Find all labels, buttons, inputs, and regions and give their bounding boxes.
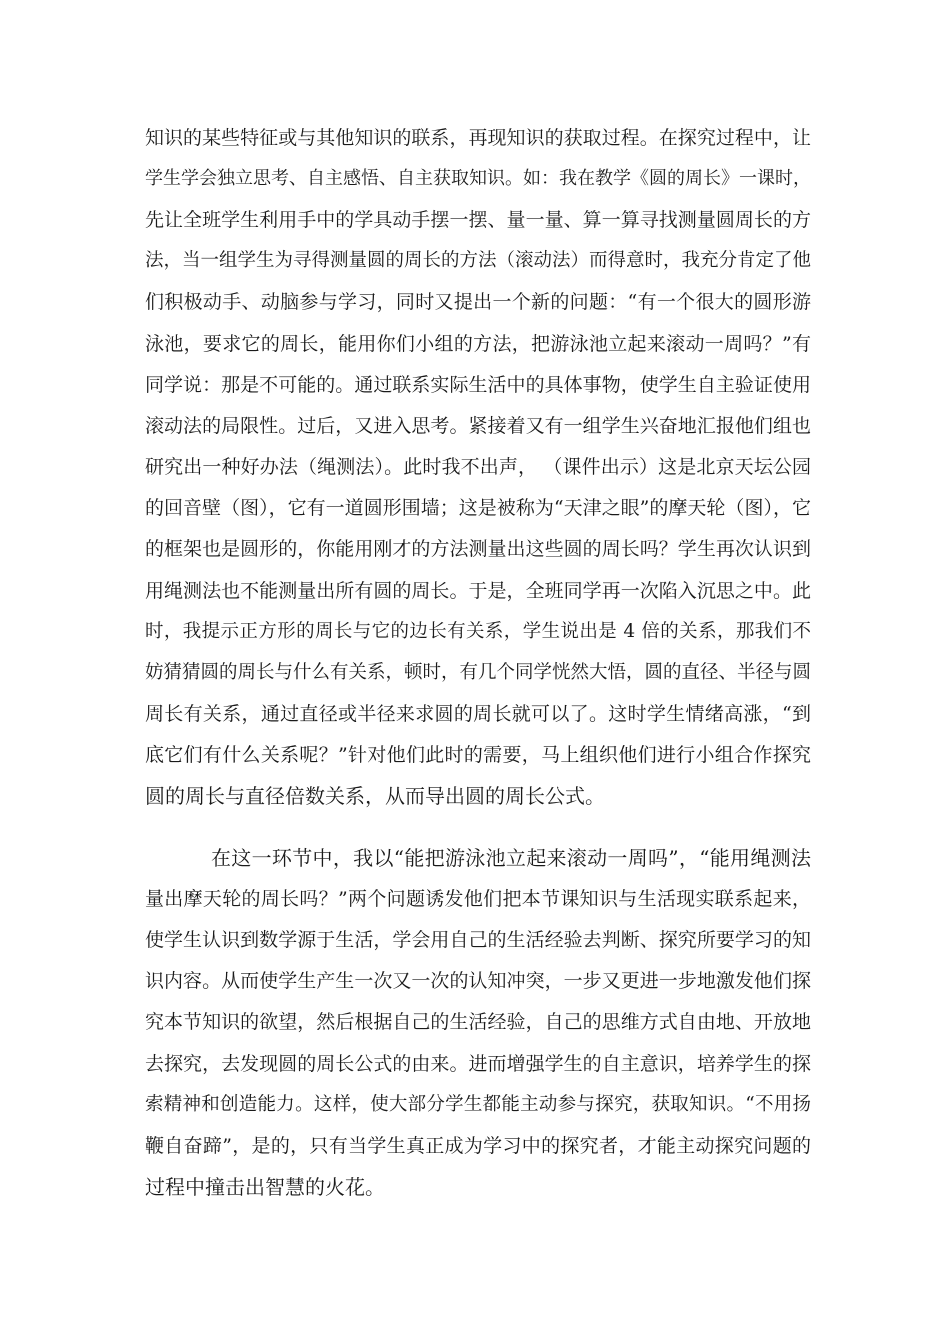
text-line: 过程中撞击出智慧的火花。 <box>145 1175 385 1199</box>
text-line: 研究出一种好办法（绳测法）。此时我不出声， （课件出示）这是北京天坛公园 <box>145 456 811 478</box>
text-line: 时，我提示正方形的周长与它的边长有关系，学生说出是 4 倍的关系，那我们不 <box>145 621 811 642</box>
text-line: 索精神和创造能力。这样，使大部分学生都能主动参与探究，获取知识。“不用扬 <box>145 1094 811 1115</box>
text-line: 先让全班学生利用手中的学具动手摆一摆、量一量、算一算寻找测量圆周长的方 <box>145 209 811 231</box>
text-line: 妨猜猜圆的周长与什么有关系，顿时，有几个同学恍然大悟，圆的直径、半径与圆 <box>145 662 812 683</box>
text-line: 学生学会独立思考、自主感悟、自主获取知识。如：我在教学《圆的周长》一课时， <box>145 168 811 189</box>
text-line: 的回音壁（图），它有一道圆形围墙；这是被称为“天津之眼”的摩天轮（图），它 <box>145 497 811 519</box>
text-line: 的框架也是圆形的，你能用刚才的方法测量出这些圆的周长吗？学生再次认识到 <box>145 538 811 560</box>
text-line: 同学说：那是不可能的。通过联系实际生活中的具体事物，使学生自主验证使用 <box>145 374 811 396</box>
text-line: 们积极动手、动脑参与学习，同时又提出一个新的问题：“有一个很大的圆形游 <box>145 291 811 313</box>
text-line: 用绳测法也不能测量出所有圆的周长。于是，全班同学再一次陷入沉思之中。此 <box>145 580 811 602</box>
text-line: 底它们有什么关系呢？”针对他们此时的需要，马上组织他们进行小组合作探究 <box>145 744 811 766</box>
text-line: 去探究，去发现圆的周长公式的由来。进而增强学生的自主意识，培养学生的探 <box>145 1053 811 1075</box>
text-line: 圆的周长与直径倍数关系，从而导出圆的周长公式。 <box>145 784 605 808</box>
text-line: 鞭自奋蹄”，是的，只有当学生真正成为学习中的探究者，才能主动探究问题的 <box>145 1135 811 1157</box>
text-line: 识内容。从而使学生产生一次又一次的认知冲突，一步又更进一步地激发他们探 <box>145 970 811 992</box>
text-line: 使学生认识到数学源于生活，学会用自己的生活经验去判断、探究所要学习的知 <box>145 929 811 951</box>
text-line: 周长有关系，通过直径或半径来求圆的周长就可以了。这时学生情绪高涨，“到 <box>145 703 811 725</box>
text-line: 滚动法的局限性。过后，又进入思考。紧接着又有一组学生兴奋地汇报他们组也 <box>145 415 811 437</box>
text-line: 泳池，要求它的周长，能用你们小组的方法，把游泳池立起来滚动一周吗？”有 <box>145 333 811 355</box>
text-line: 法，当一组学生为寻得测量圆的周长的方法（滚动法）而得意时，我充分肯定了他 <box>145 250 812 271</box>
text-line: 量出摩天轮的周长吗？”两个问题诱发他们把本节课知识与生活现实联系起来， <box>145 888 811 910</box>
text-line: 在这一环节中，我以“能把游泳池立起来滚动一周吗”，“能用绳测法 <box>211 846 811 870</box>
text-line: 知识的某些特征或与其他知识的联系，再现知识的获取过程。在探究过程中，让 <box>145 127 811 149</box>
text-line: 究本节知识的欲望，然后根据自己的生活经验，自己的思维方式自由地、开放地 <box>145 1011 811 1033</box>
